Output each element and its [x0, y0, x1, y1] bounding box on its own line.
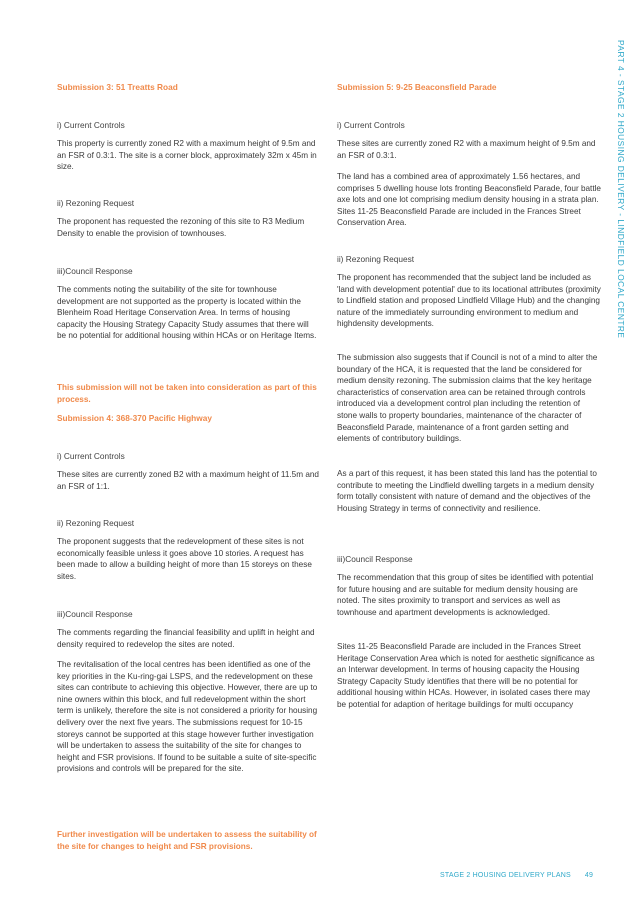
s4-rezoning-request-label: ii) Rezoning Request: [57, 518, 135, 528]
s3-rezoning-request-text: The proponent has requested the rezoning of this site to R3 Medium Density to enable the provision of townhouses.: [57, 217, 305, 238]
page-number: 49: [584, 872, 594, 879]
submission-4-heading: Submission 4: 368-370 Pacific Highway: [57, 413, 212, 423]
s5-rezoning-request-label: ii) Rezoning Request: [337, 254, 415, 264]
s5-council-response-label: iii)Council Response: [337, 554, 413, 564]
s3-outcome: This submission will not be taken into consideration as part of this process.: [57, 383, 317, 404]
s4-council-response-label: iii)Council Response: [57, 609, 133, 619]
s5-rezoning-request-text-2: The submission also suggests that if Council is not of a mind to alter the boundary of the HCA, it is requested that the land be considered for medium density rezoning. The submission claims that the key heritage characteristics of conservation area can be retained through controls introduced via a development control plan including the retention of stone walls to property boundaries, maintenance of the character of Beaconsfield Parade, maintenance of a front garden setting and elements of contributory buildings.: [337, 353, 598, 444]
s4-outcome: Further investigation will be undertaken to assess the suitability of the site for changes to height and FSR provisions.: [57, 830, 317, 851]
s5-council-response-text-1: The recommendation that this group of sites be identified with potential for future housing and are suitable for medium density housing are noted. The sites proximity to transport and services as well as townhouse and apartment developments is acknowledged.: [337, 573, 594, 617]
s5-current-controls-text-2: The land has a combined area of approximately 1.56 hectares, and comprises 5 dwelling house lots fronting Beaconsfield Parade, four battle axe lots and one lot comprising medium density housing in a strata plan. Sites 11-25 Beaconsfield Parade are included in the Frances Street Conservation Area.: [337, 172, 601, 228]
s4-current-controls-label: i) Current Controls: [57, 451, 125, 461]
submission-5-heading: Submission 5: 9-25 Beaconsfield Parade: [337, 82, 497, 92]
s3-rezoning-request-label: ii) Rezoning Request: [57, 198, 135, 208]
s4-council-response-text-1: The comments regarding the financial feasibility and uplift in height and density required to redevelop the sites are noted.: [57, 628, 315, 649]
s4-current-controls-text: These sites are currently zoned B2 with a maximum height of 11.5m and an FSR of 1:1.: [57, 470, 319, 491]
submission-3-heading: Submission 3: 51 Treatts Road: [57, 82, 178, 92]
s4-council-response-text-2: The revitalisation of the local centres has been identified as one of the key priorities in the Ku-ring-gai LSPS, and the redevelopment on these sites can contribute to achieving this objective. However, there are up to nine owners within this block, and full redevelopment within the short term is unlikely, therefore the site is not considered a priority for housing delivery over the next five years. The submissions request for 10-15 storeys cannot be supported at this stage however further investigation will be undertaken to assess the suitability of the site for changes to height and FSR provisions. If found to be suitable a suite of site-specific provisions and controls will be prepared for the site.: [57, 660, 318, 774]
footer-label: STAGE 2 HOUSING DELIVERY PLANS: [440, 872, 571, 879]
s3-current-controls-text: This property is currently zoned R2 with a maximum height of 9.5m and an FSR of 0.3:1. The site is a corner block, approximately 32m x 45m in size.: [57, 139, 317, 172]
s5-council-response-text-2: Sites 11-25 Beaconsfield Parade are included in the Frances Street Heritage Conservation Area which is noted for aesthetic significance as an Interwar development. In terms of housing capacity the Housing Strategy Capacity Study identifies that there will be no potential for additional housing within HCAs. However, in isolated cases there may be potential for adaption of heritage buildings for multi occupancy: [337, 642, 595, 709]
s5-rezoning-request-text-3: As a part of this request, it has been stated this land has the potential to contribute to meeting the Lindfield dwelling targets in a medium density form totally consistent with nature of demand and the objectives of the Housing Strategy in terms of connectivity and resilience.: [337, 469, 597, 513]
s3-council-response-label: iii)Council Response: [57, 266, 133, 276]
s5-current-controls-label: i) Current Controls: [337, 120, 405, 130]
s4-rezoning-request-text: The proponent suggests that the redevelopment of these sites is not economically feasible unless it goes above 10 stories. A request has been made to allow a building height of more than 15 storeys on these sites.: [57, 537, 312, 581]
s3-council-response-text: The comments noting the suitability of the site for townhouse development are not supported as the property is located within the Blenheim Road Heritage Conservation Area. In terms of housing capacity the Housing Strategy Capacity Study assumes that there will be no potential for additional housing within HCAs or on Heritage Items.: [57, 285, 317, 341]
page-footer: [440, 872, 610, 879]
s3-current-controls-label: i) Current Controls: [57, 120, 125, 130]
side-section-title: PART 4 - STAGE 2 HOUSING DELIVERY - LINDFIELD LOCAL CENTRE: [616, 40, 626, 339]
s5-current-controls-text-1: These sites are currently zoned R2 with a maximum height of 9.5m and an FSR of 0.3:1.: [337, 139, 596, 160]
s5-rezoning-request-text-1: The proponent has recommended that the subject land be included as 'land with development potential' due to its locational attributes (proximity to Lindfield station and proposed Lindfield Village Hub) and the changing nature of the immediately surrounding environment to medium and highdensity developments.: [337, 273, 601, 329]
